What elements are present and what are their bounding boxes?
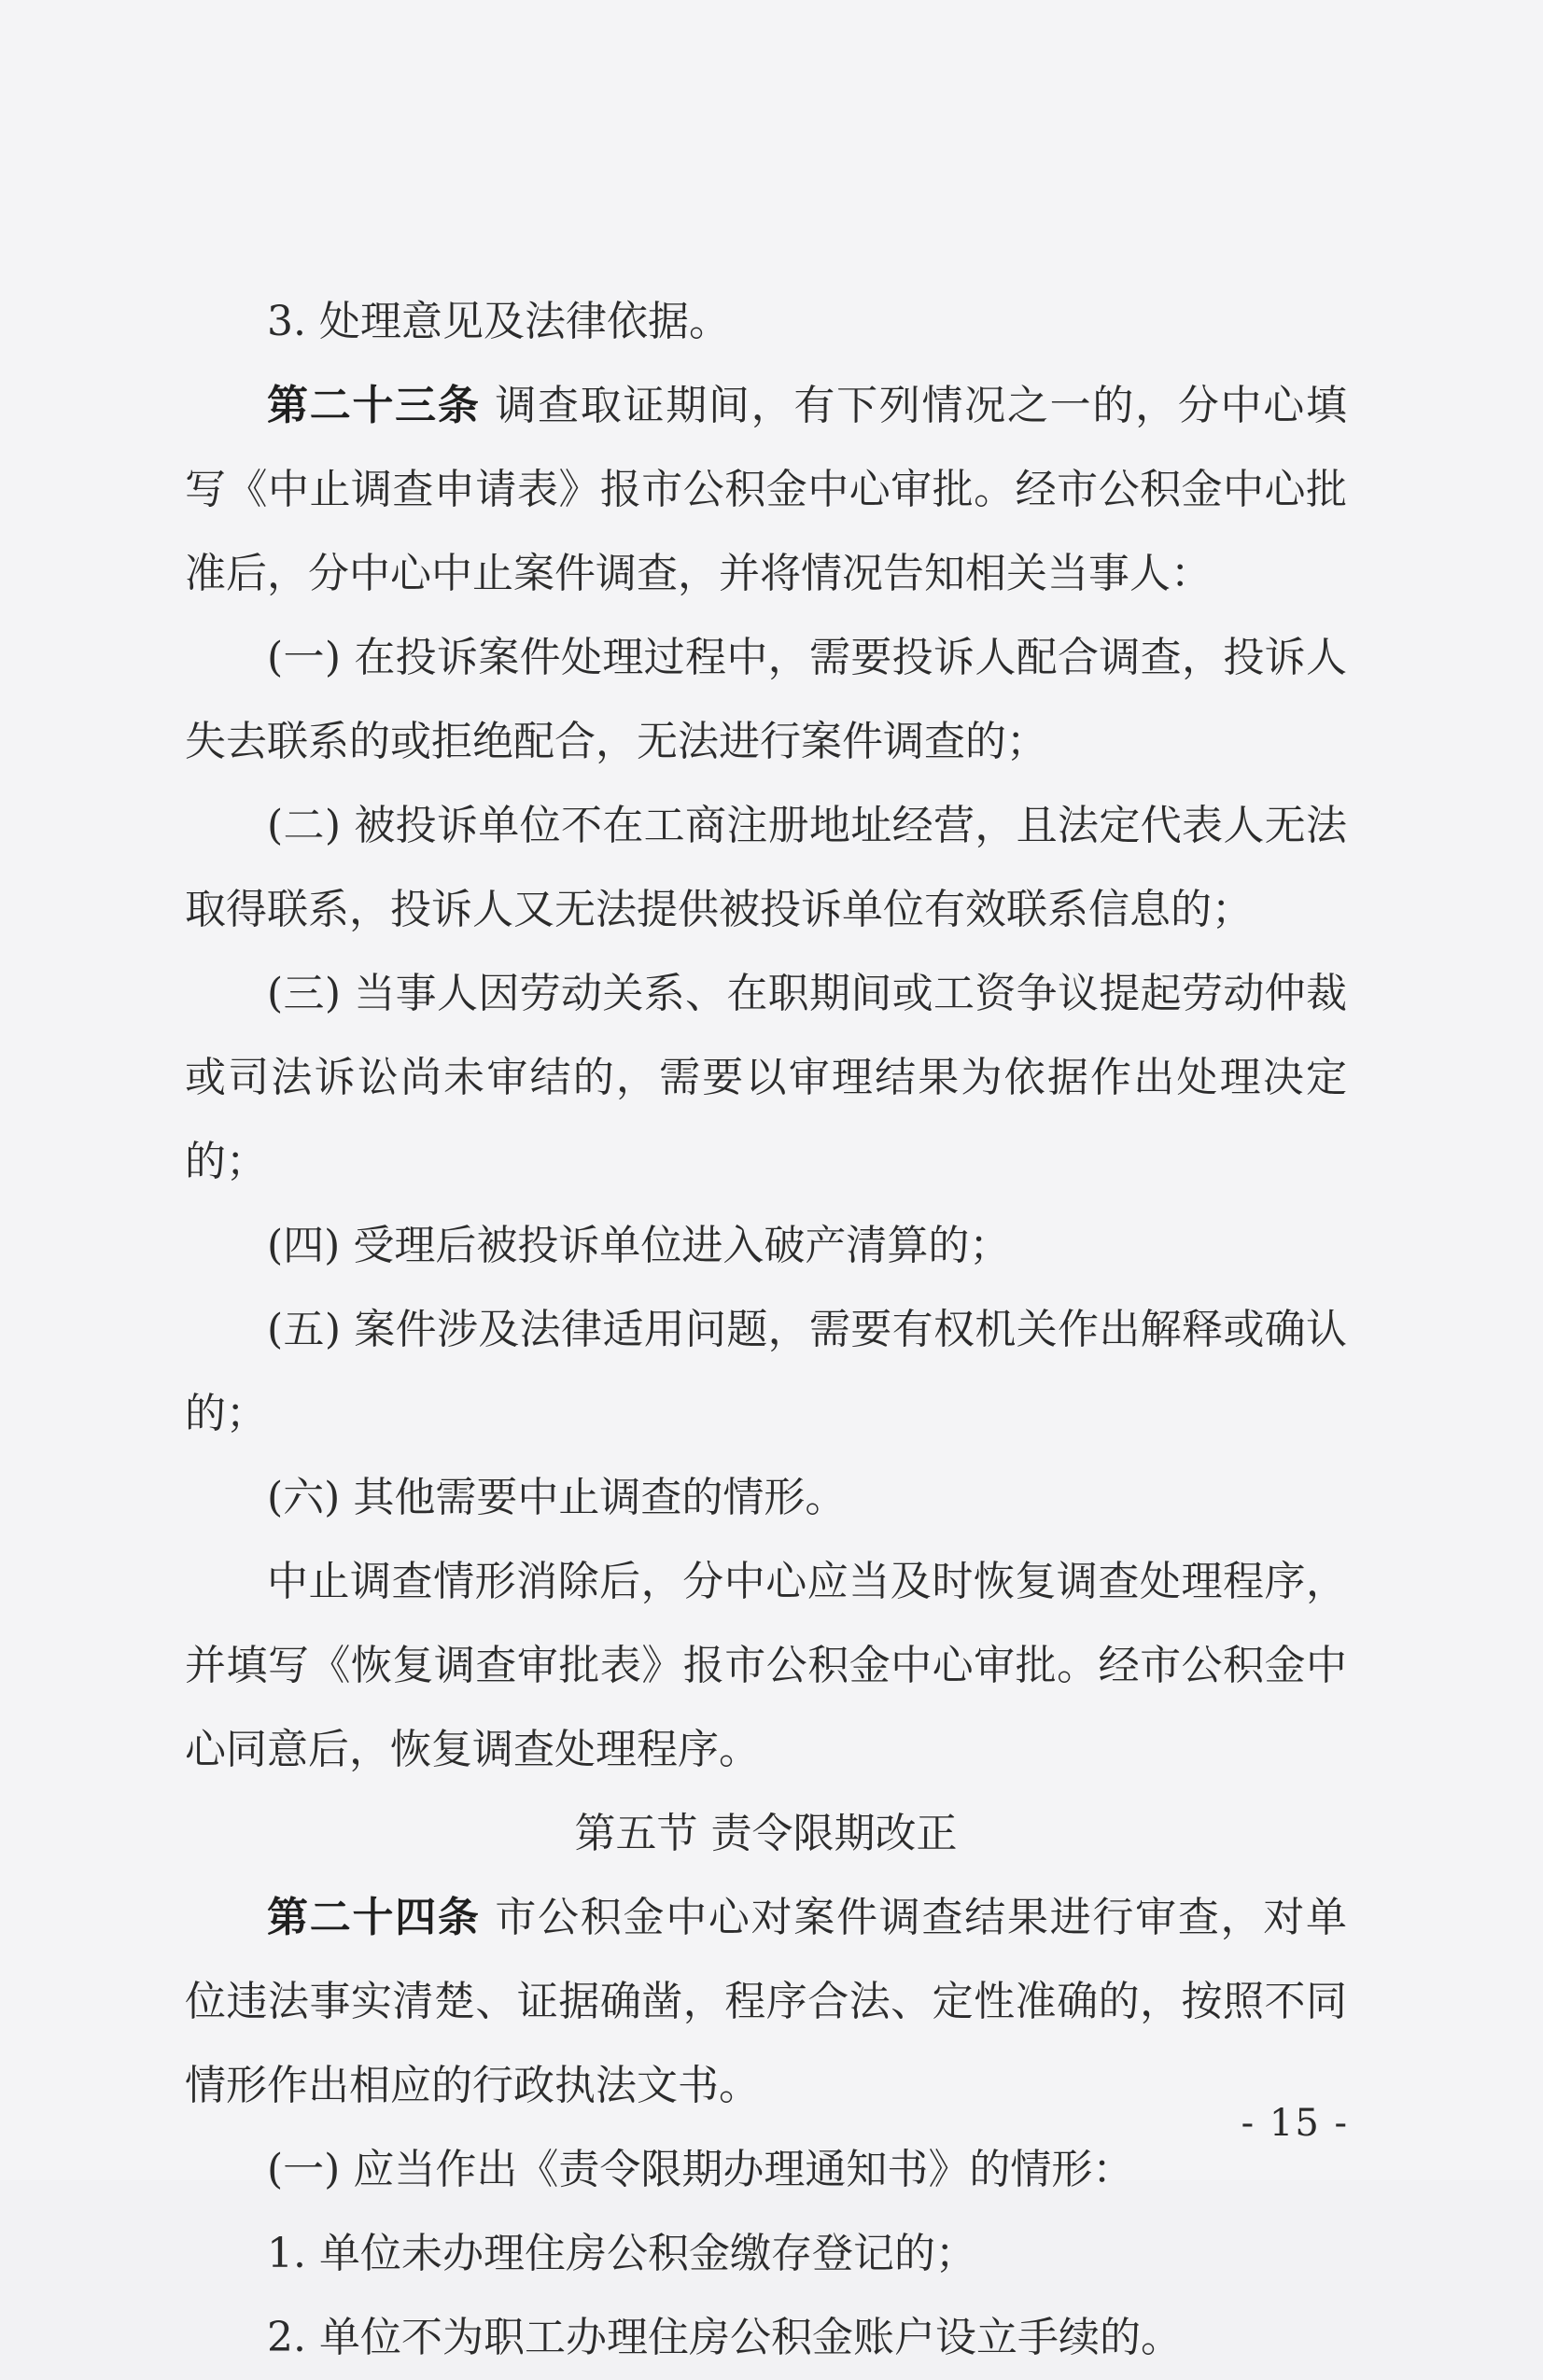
paragraph-text: (一) 在投诉案件处理过程中，需要投诉人配合调查，投诉人失去联系的或拒绝配合，无法进行案件调查的； [185,634,1347,765]
page-number: - 15 - [1241,2102,1349,2145]
paragraph-text: 2. 单位不为职工办理住房公积金账户设立手续的。 [267,2314,1182,2361]
paragraph-text: (三) 当事人因劳动关系、在职期间或工资争议提起劳动仲裁或司法诉讼尚未审结的，需要以审理结果为依据作出处理决定的； [185,970,1347,1185]
notice-item-2-paragraph [185,2296,1347,2380]
paragraph-text: 中止调查情形消除后，分中心应当及时恢复调查处理程序，并填写《恢复调查审批表》报市公积金中心审批。经市公积金中心同意后，恢复调查处理程序。 [185,1558,1347,1773]
clause-1-paragraph [185,616,1347,784]
notice-clause-1-paragraph [185,2128,1347,2212]
paragraph-text: 1. 单位未办理住房公积金缴存登记的； [267,2230,976,2277]
article-24-paragraph [185,1876,1347,2128]
paragraph-text: (一) 应当作出《责令限期办理通知书》的情形： [267,2146,1134,2193]
article-23-paragraph [185,364,1347,616]
paragraph-text: (六) 其他需要中止调查的情形。 [267,1474,847,1521]
article-24-heading: 第二十四条 [267,1894,481,1941]
paragraph-text: 调查取证期间，有下列情况之一的，分中心填写《中止调查申请表》报市公积金中心审批。经市公积金中心批准后，分中心中止案件调查，并将情况告知相关当事人： [185,382,1347,597]
clause-4-paragraph [185,1204,1347,1288]
document-body [185,280,1347,2380]
paragraph-text: (五) 案件涉及法律适用问题，需要有权机关作出解释或确认的； [185,1306,1347,1437]
clause-2-paragraph [185,784,1347,952]
paragraph-text: 市公积金中心对案件调查结果进行审查，对单位违法事实清楚、证据确凿，程序合法、定性准确的，按照不同情形作出相应的行政执法文书。 [185,1894,1347,2109]
article-23-heading: 第二十三条 [267,382,481,429]
section-title: 第五节 责令限期改正 [574,1810,958,1857]
clause-3-paragraph [185,952,1347,1204]
notice-item-1-paragraph [185,2212,1347,2296]
paragraph-text: 3. 处理意见及法律依据。 [267,298,730,345]
paragraph-text: (四) 受理后被投诉单位进入破产清算的； [267,1222,1011,1269]
clause-6-paragraph [185,1456,1347,1540]
resume-investigation-paragraph [185,1540,1347,1792]
clause-5-paragraph [185,1288,1347,1456]
paragraph-text: (二) 被投诉单位不在工商注册地址经营，且法定代表人无法取得联系，投诉人又无法提供被投诉单位有效联系信息的； [185,802,1347,933]
paragraph-item-3 [185,280,1347,364]
